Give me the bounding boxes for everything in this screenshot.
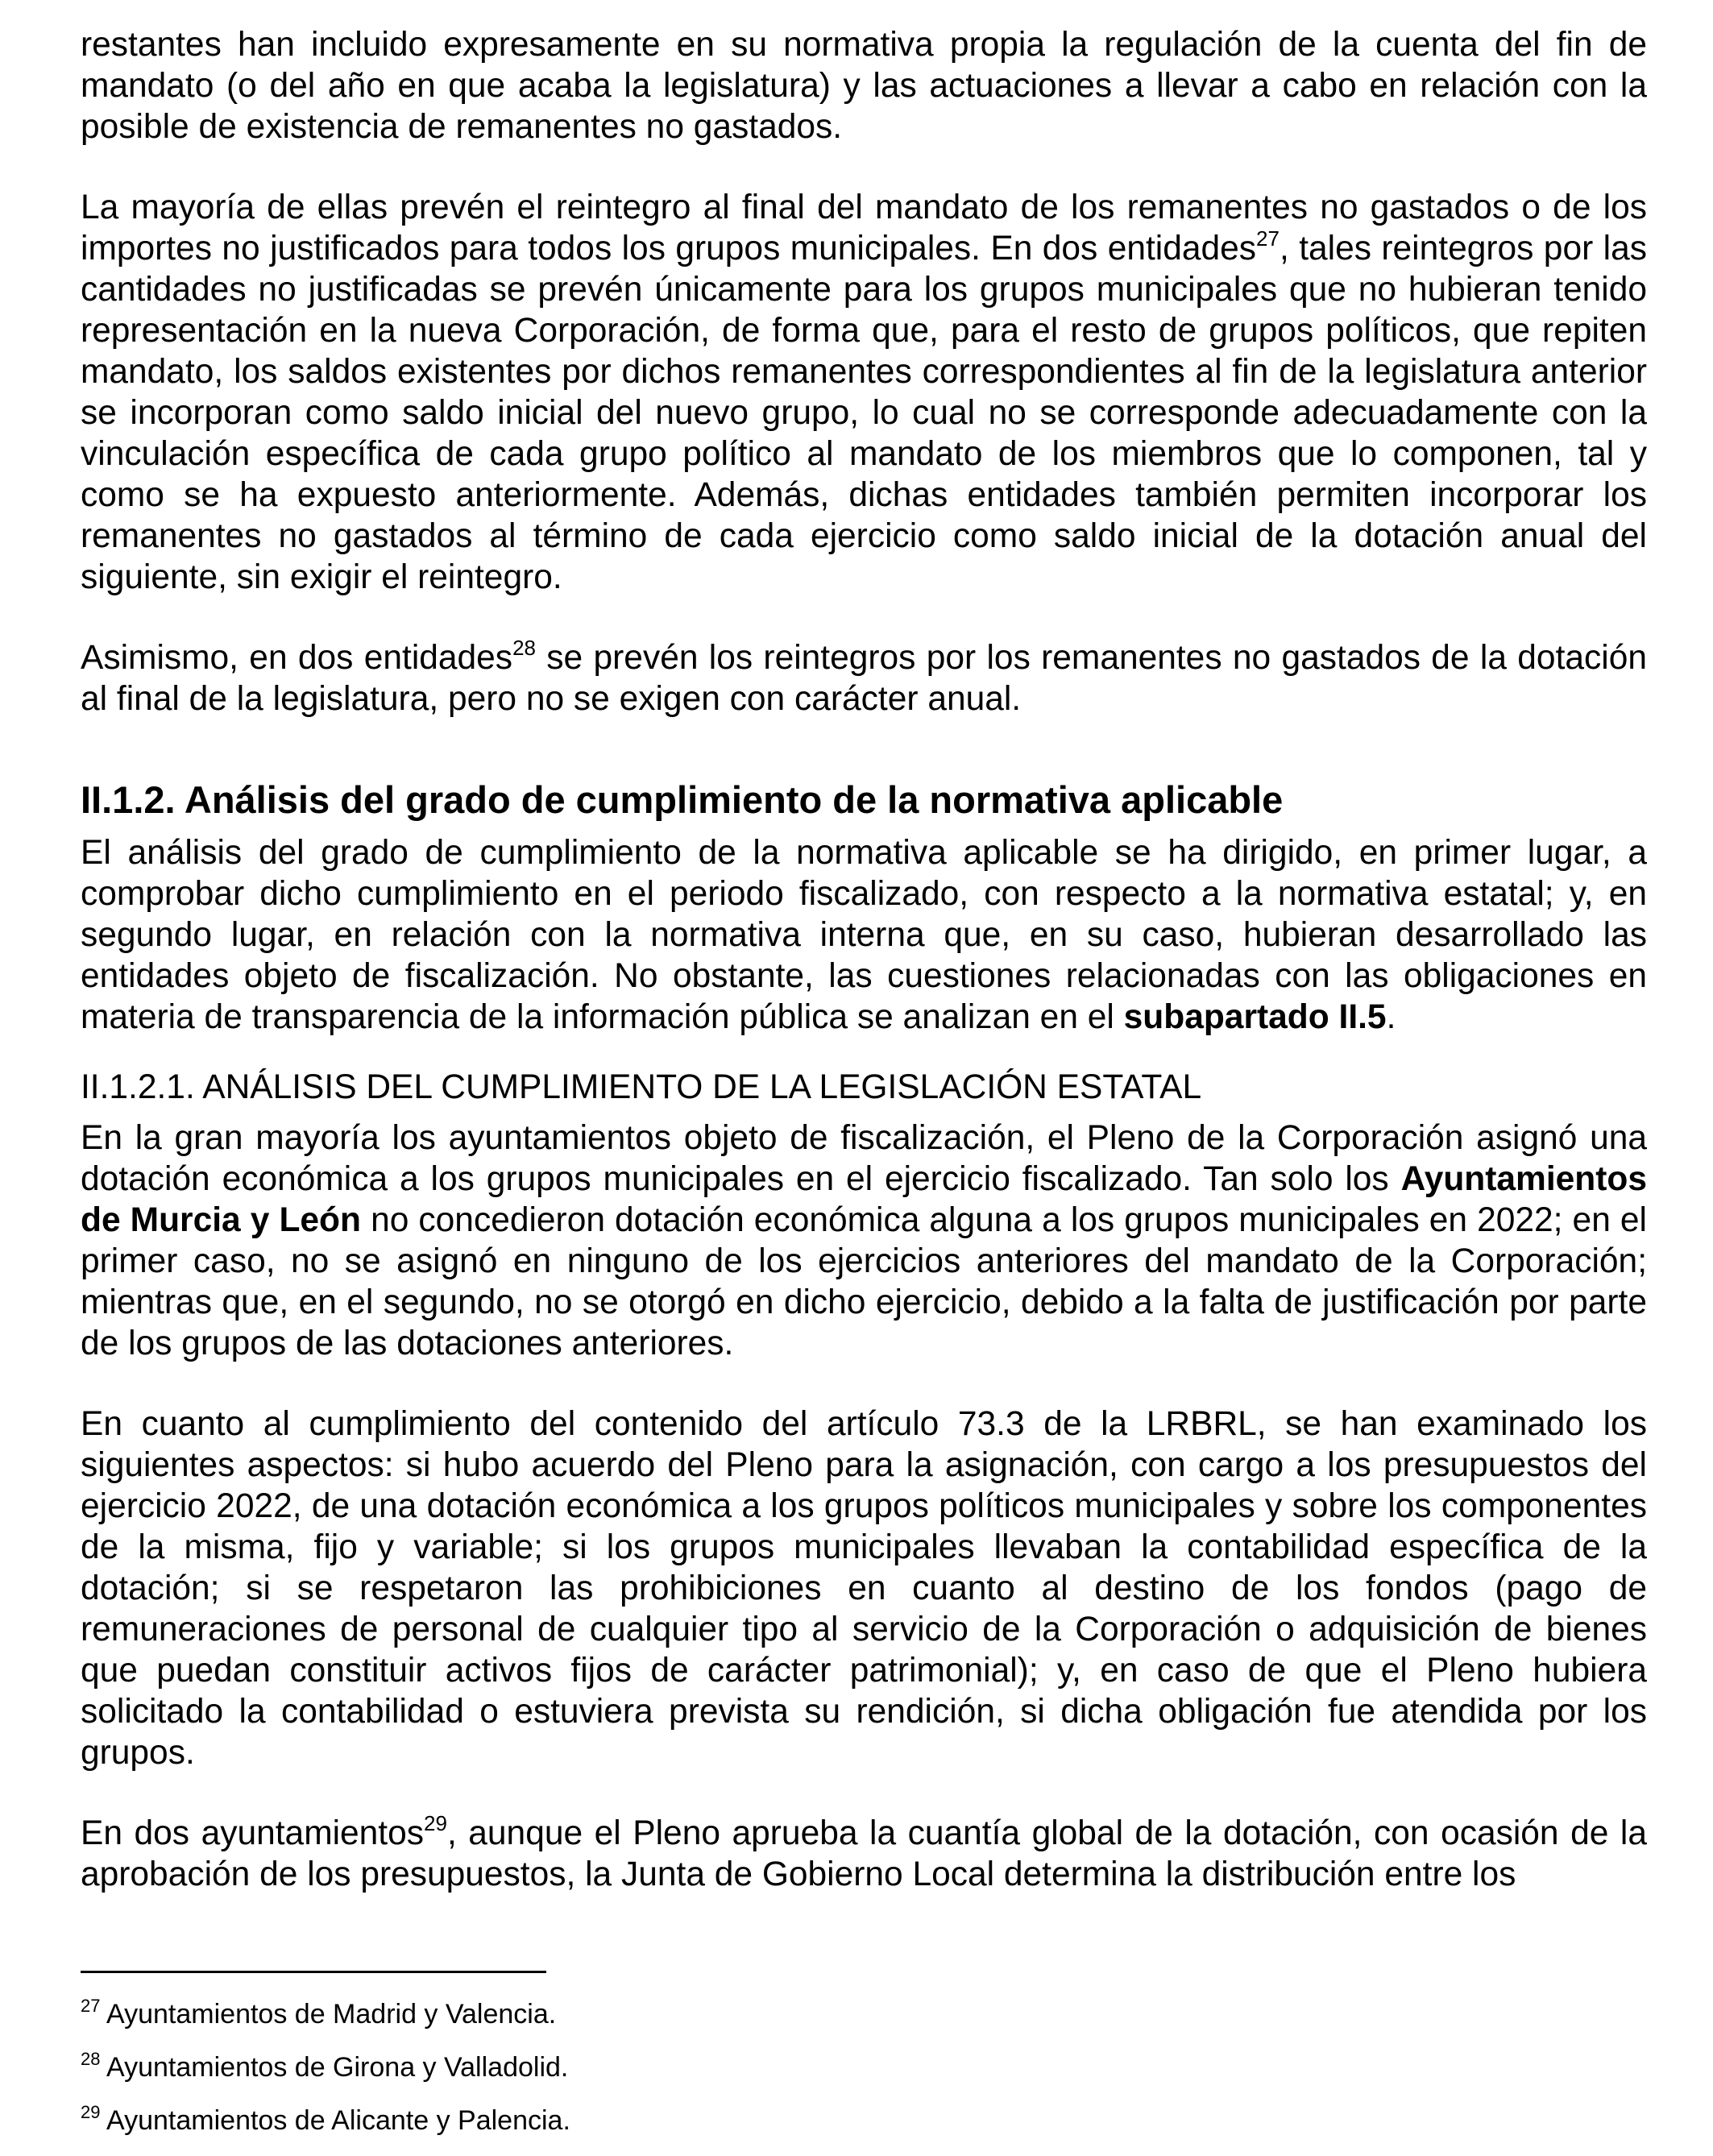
footnote-27 bbox=[81, 1996, 1647, 2032]
footnote-separator bbox=[81, 1971, 546, 1973]
subapartado-reference: subapartado II.5 bbox=[1123, 998, 1387, 1036]
footnote-ref-27[interactable]: 27 bbox=[1256, 226, 1280, 251]
paragraph-text: El análisis del grado de cumplimiento de la normativa aplicable se ha dirigido, en primer lugar, a comprobar dicho cumplimiento en el periodo fiscalizado, con respecto a la normativa estatal; y, en segundo lugar, en relación con la normativa interna que, en su caso, hubieran desarrollado las entidades objeto de fiscalización. No obstante, las cuestiones relacionadas con las obligaciones en materia de transparencia de la información pública se analizan en el bbox=[81, 834, 1647, 1036]
paragraph-text: La mayoría de ellas prevén el reintegro al final del mandato de los remanentes no gastados o de los importes no justificados para todos los grupos municipales. En dos entidades bbox=[81, 189, 1647, 267]
paragraph-dotacion-economica bbox=[81, 1117, 1647, 1364]
section-heading: II.1.2. Análisis del grado de cumplimiento de la normativa aplicable bbox=[81, 778, 1284, 821]
footnote-text: Ayuntamientos de Madrid y Valencia. bbox=[100, 1999, 557, 2030]
paragraph-text: En la gran mayoría los ayuntamientos objeto de fiscalización, el Pleno de la Corporación asignó una dotación económica a los grupos municipales en el ejercicio fiscalizado. Tan solo los bbox=[81, 1119, 1647, 1198]
paragraph-reintegros-legislatura bbox=[81, 637, 1647, 719]
footnote-number: 28 bbox=[81, 2049, 101, 2069]
footnote-28 bbox=[81, 2050, 1647, 2085]
paragraph-text: , aunque el Pleno aprueba la cuantía global de la dotación, con ocasión de la aprobación de los presupuestos, la Junta de Gobierno Local determina la distribución entre los bbox=[81, 1814, 1648, 1893]
paragraph-text: Asimismo, en dos entidades bbox=[81, 639, 513, 677]
footnotes-area bbox=[81, 1996, 1647, 2156]
paragraph-articulo-73: En cuanto al cumplimiento del contenido del artículo 73.3 de la LRBRL, se han examinado los siguientes aspectos: si hubo acuerdo del Pleno para la asignación, con cargo a los presupuestos del ejercicio 2022, de una dotación económica a los grupos políticos municipales y sobre los componentes de la misma, fijo y variable; si los grupos municipales llevaban la contabilidad específica de la dotación; si se respetaron las prohibiciones en cuanto al destino de los fondos (pago de remuneraciones de personal de cualquier tipo al servicio de la Corporación o adquisición de bienes que puedan constituir activos fijos de carácter patrimonial); y, en caso de que el Pleno hubiera solicitado la contabilidad o estuviera prevista su rendición, si dicha obligación fue atendida por los grupos. bbox=[81, 1405, 1647, 1772]
paragraph-text: , tales reintegros por las cantidades no justificadas se prevén únicamente para los grupos municipales que no hubieran tenido representación en la nueva Corporación, de forma que, para el resto de grupos políticos, que repiten mandato, los saldos existentes por dichos remanentes correspondientes al fin de la legislatura anterior se incorporan como saldo inicial del nuevo grupo, lo cual no se corresponde adecuadamente con la vinculación específica de cada grupo político al mandato de los miembros que lo componen, tal y como se ha expuesto anteriormente. Además, dichas entidades también permiten incorporar los remanentes no gastados al término de cada ejercicio como saldo inicial de la dotación anual del siguiente, sin exigir el reintegro. bbox=[81, 230, 1647, 596]
footnote-29 bbox=[81, 2103, 1647, 2138]
paragraph-text: . bbox=[1386, 998, 1396, 1036]
footnote-ref-29[interactable]: 29 bbox=[424, 1811, 447, 1835]
footnote-text: Ayuntamientos de Girona y Valladolid. bbox=[100, 2052, 569, 2083]
paragraph-text: se prevén los reintegros por los remanentes no gastados de la dotación al final de la legislatura, pero no se exigen con carácter anual. bbox=[81, 639, 1647, 718]
paragraph-cuenta-fin-mandato: restantes han incluido expresamente en su normativa propia la regulación de la cuenta del fin de mandato (o del año en que acaba la legislatura) y las actuaciones a llevar a cabo en relación con la posible de existencia de remanentes no gastados. bbox=[81, 26, 1647, 146]
paragraph-text: En dos ayuntamientos bbox=[81, 1814, 425, 1852]
footnote-number: 27 bbox=[81, 1996, 101, 2016]
subsection-heading: II.1.2.1. ANÁLISIS DEL CUMPLIMIENTO DE LA LEGISLACIÓN ESTATAL bbox=[81, 1068, 1202, 1106]
footnote-ref-28[interactable]: 28 bbox=[512, 636, 536, 660]
footnote-number: 29 bbox=[81, 2102, 101, 2122]
paragraph-analisis-cumplimiento bbox=[81, 832, 1647, 1038]
paragraph-dos-ayuntamientos bbox=[81, 1813, 1647, 1895]
document-page bbox=[81, 24, 1647, 1895]
paragraph-text: no concedieron dotación económica alguna a los grupos municipales en 2022; en el primer caso, no se asignó en ninguno de los ejercicios anteriores del mandato de la Corporación; mientras que, en el segundo, no se otorgó en dicho ejercicio, debido a la falta de justificación por parte de los grupos de las dotaciones anteriores. bbox=[81, 1201, 1647, 1362]
paragraph-reintegro-mandato bbox=[81, 187, 1647, 598]
footnote-text: Ayuntamientos de Alicante y Palencia. bbox=[100, 2105, 570, 2136]
ayuntamientos-highlight: Ayuntamientos de Murcia y León bbox=[81, 1160, 1647, 1239]
